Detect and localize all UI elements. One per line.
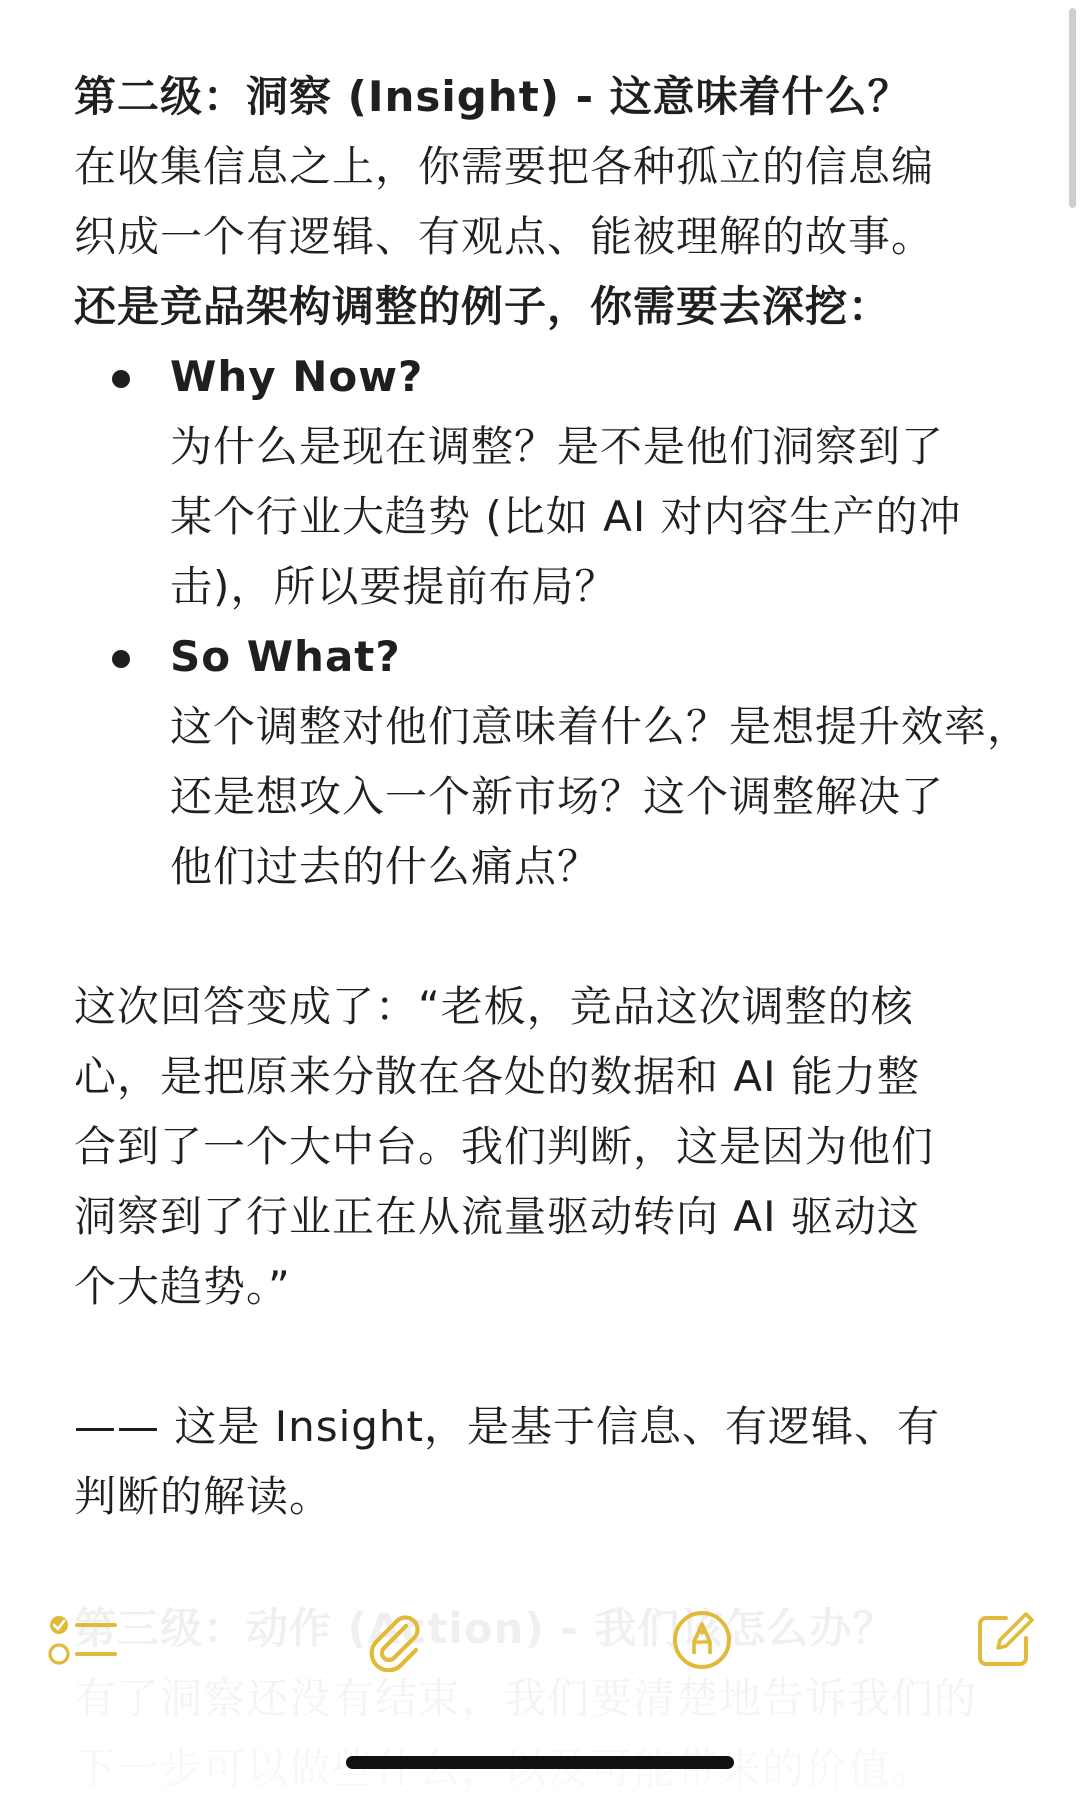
scrollbar[interactable] [1069, 8, 1076, 208]
compose-icon [972, 1608, 1036, 1672]
checklist-button[interactable] [44, 1600, 124, 1680]
bullet-dot-icon [112, 650, 130, 668]
attachment-button[interactable] [354, 1600, 434, 1680]
bullet-item-so-what [74, 622, 1034, 902]
blank-line [74, 1322, 1034, 1392]
compose-button[interactable] [964, 1600, 1044, 1680]
answer-line: 合到了一个大中台。我们判断，这是因为他们 [74, 1122, 935, 1171]
bullet-line: 击)，所以要提前布局？ [170, 562, 618, 611]
intro-line: 在收集信息之上，你需要把各种孤立的信息编 [74, 142, 935, 191]
answer-line: 洞察到了行业正在从流量驱动转向 AI 驱动这 [74, 1192, 920, 1241]
note-body[interactable] [74, 62, 1034, 1532]
bullet-title: So What? [170, 632, 401, 681]
bullet-dot-icon [112, 370, 130, 388]
intro-line: 织成一个有逻辑、有观点、能被理解的故事。 [74, 212, 935, 261]
checklist-icon [47, 1610, 121, 1670]
conclusion-line: 判断的解读。 [74, 1472, 333, 1521]
paperclip-icon [362, 1608, 426, 1672]
bottom-toolbar [0, 1596, 1080, 1686]
bullet-line: 某个行业大趋势 (比如 AI 对内容生产的冲 [170, 492, 962, 541]
example-line: 还是竞品架构调整的例子，你需要去深挖： [74, 282, 892, 331]
bullet-line: 他们过去的什么痛点？ [170, 842, 601, 891]
blank-line [74, 902, 1034, 972]
bullet-line: 这个调整对他们意味着什么？是想提升效率， [170, 702, 1031, 751]
bullet-line: 为什么是现在调整？是不是他们洞察到了 [170, 422, 945, 471]
markup-button[interactable] [662, 1600, 742, 1680]
markup-pen-icon [670, 1608, 734, 1672]
answer-line: 心，是把原来分散在各处的数据和 AI 能力整 [74, 1052, 920, 1101]
answer-line: 个大趋势。” [74, 1262, 291, 1311]
bullet-line: 还是想攻入一个新市场？这个调整解决了 [170, 772, 945, 821]
bullet-item-why-now [74, 342, 1034, 622]
answer-line: 这次回答变成了：“老板，竞品这次调整的核 [74, 982, 914, 1031]
bullet-title: Why Now? [170, 352, 424, 401]
conclusion-line: —— 这是 Insight，是基于信息、有逻辑、有 [74, 1402, 941, 1451]
home-indicator[interactable] [346, 1756, 734, 1769]
section-heading: 第二级：洞察 (Insight) - 这意味着什么？ [74, 72, 911, 121]
